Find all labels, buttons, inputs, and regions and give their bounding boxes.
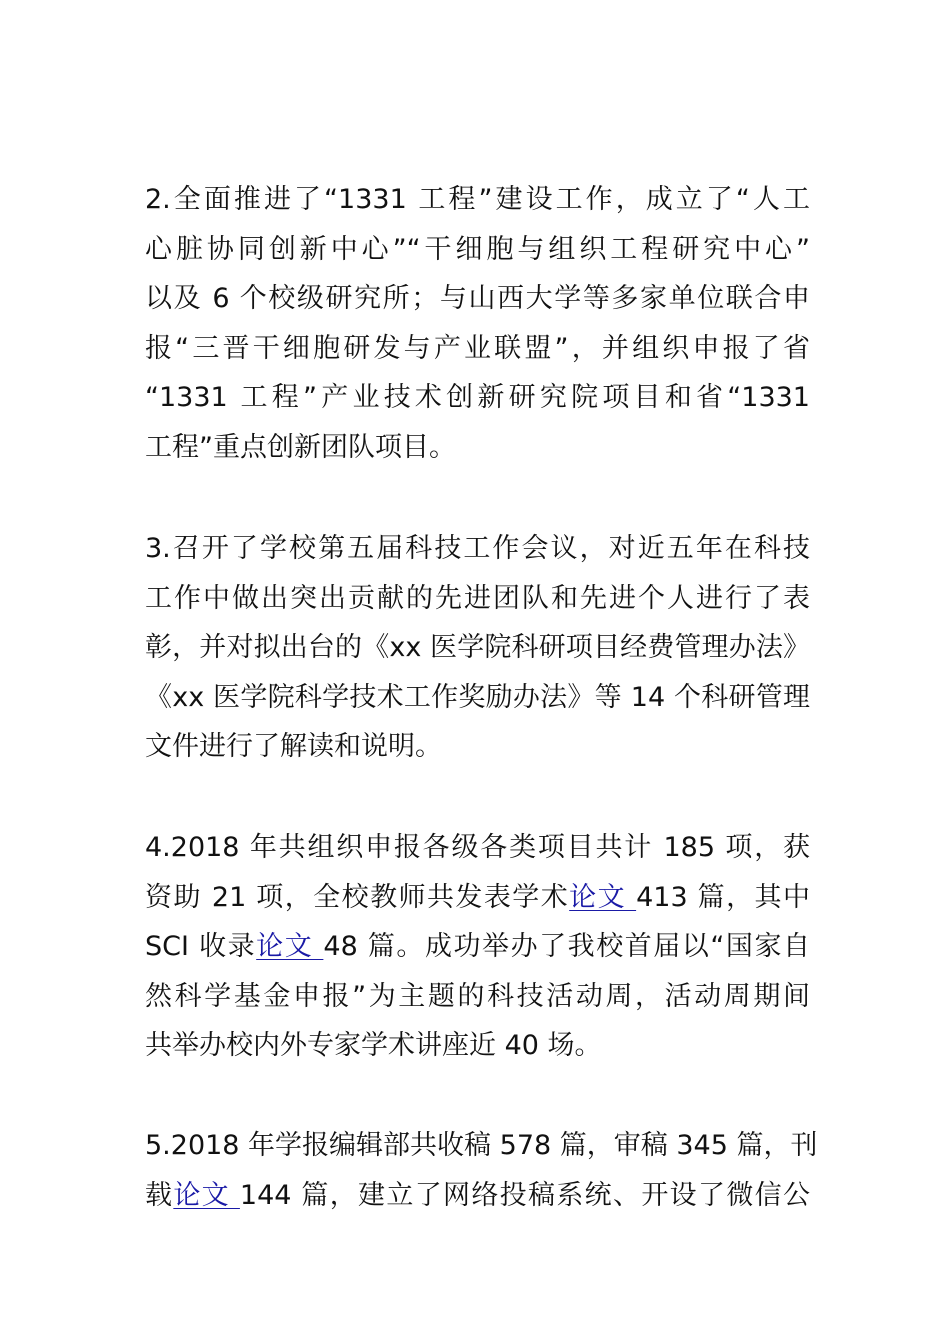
text-line: 文件进行了解读和说明。 [145, 731, 442, 762]
text-line: 共举办校内外专家学术讲座近 40 场。 [145, 1030, 602, 1061]
paper-link[interactable]: 论文 [173, 1179, 240, 1211]
text-line: 心脏协同创新中心”“干细胞与组织工程研究中心” [145, 233, 810, 265]
text-line: 然科学基金申报”为主题的科技活动周，活动周期间 [145, 980, 810, 1012]
text-segment: 144 篇，建立了网络投稿系统、开设了微信公 [239, 1179, 810, 1211]
paragraph-2 [145, 175, 810, 472]
text-line: “1331 工程”产业技术创新研究院项目和省“1331 [145, 382, 810, 413]
paragraph-4 [145, 823, 810, 1071]
paragraph-5 [145, 1121, 818, 1220]
text-line: 3.召开了学校第五届科技工作会议，对近五年在科技 [145, 533, 810, 564]
paper-link[interactable]: 论文 [256, 931, 324, 962]
text-line: 报“三晋干细胞研发与产业联盟”，并组织申报了省 [145, 332, 810, 364]
text-line [145, 873, 810, 923]
text-line [145, 1171, 810, 1221]
text-line: 5.2018 年学报编辑部共收稿 578 篇，审稿 345 篇，刊 [145, 1130, 818, 1161]
text-line: 2.全面推进了“1331 工程”建设工作，成立了“人工 [145, 184, 810, 215]
text-segment: 48 篇。成功举办了我校首届以“国家自 [323, 931, 810, 962]
text-line: 彰，并对拟出台的《xx 医学院科研项目经费管理办法》 [145, 632, 810, 663]
text-line: 工作中做出突出贡献的先进团队和先进个人进行了表 [145, 582, 810, 614]
text-line [145, 922, 810, 972]
text-line: 4.2018 年共组织申报各级各类项目共计 185 项，获 [145, 832, 810, 863]
text-line: 《xx 医学院科学技术工作奖励办法》等 14 个科研管理 [145, 681, 810, 713]
text-line: 以及 6 个校级研究所；与山西大学等多家单位联合申 [145, 283, 810, 314]
paragraph-3 [145, 524, 810, 772]
text-segment: 资助 21 项，全校教师共发表学术 [145, 881, 570, 913]
text-line: 工程”重点创新团队项目。 [145, 431, 456, 463]
text-segment: SCI 收录 [145, 931, 257, 962]
paper-link[interactable]: 论文 [569, 881, 637, 913]
text-segment: 413 篇，其中 [636, 881, 810, 913]
text-segment: 载 [145, 1179, 174, 1211]
